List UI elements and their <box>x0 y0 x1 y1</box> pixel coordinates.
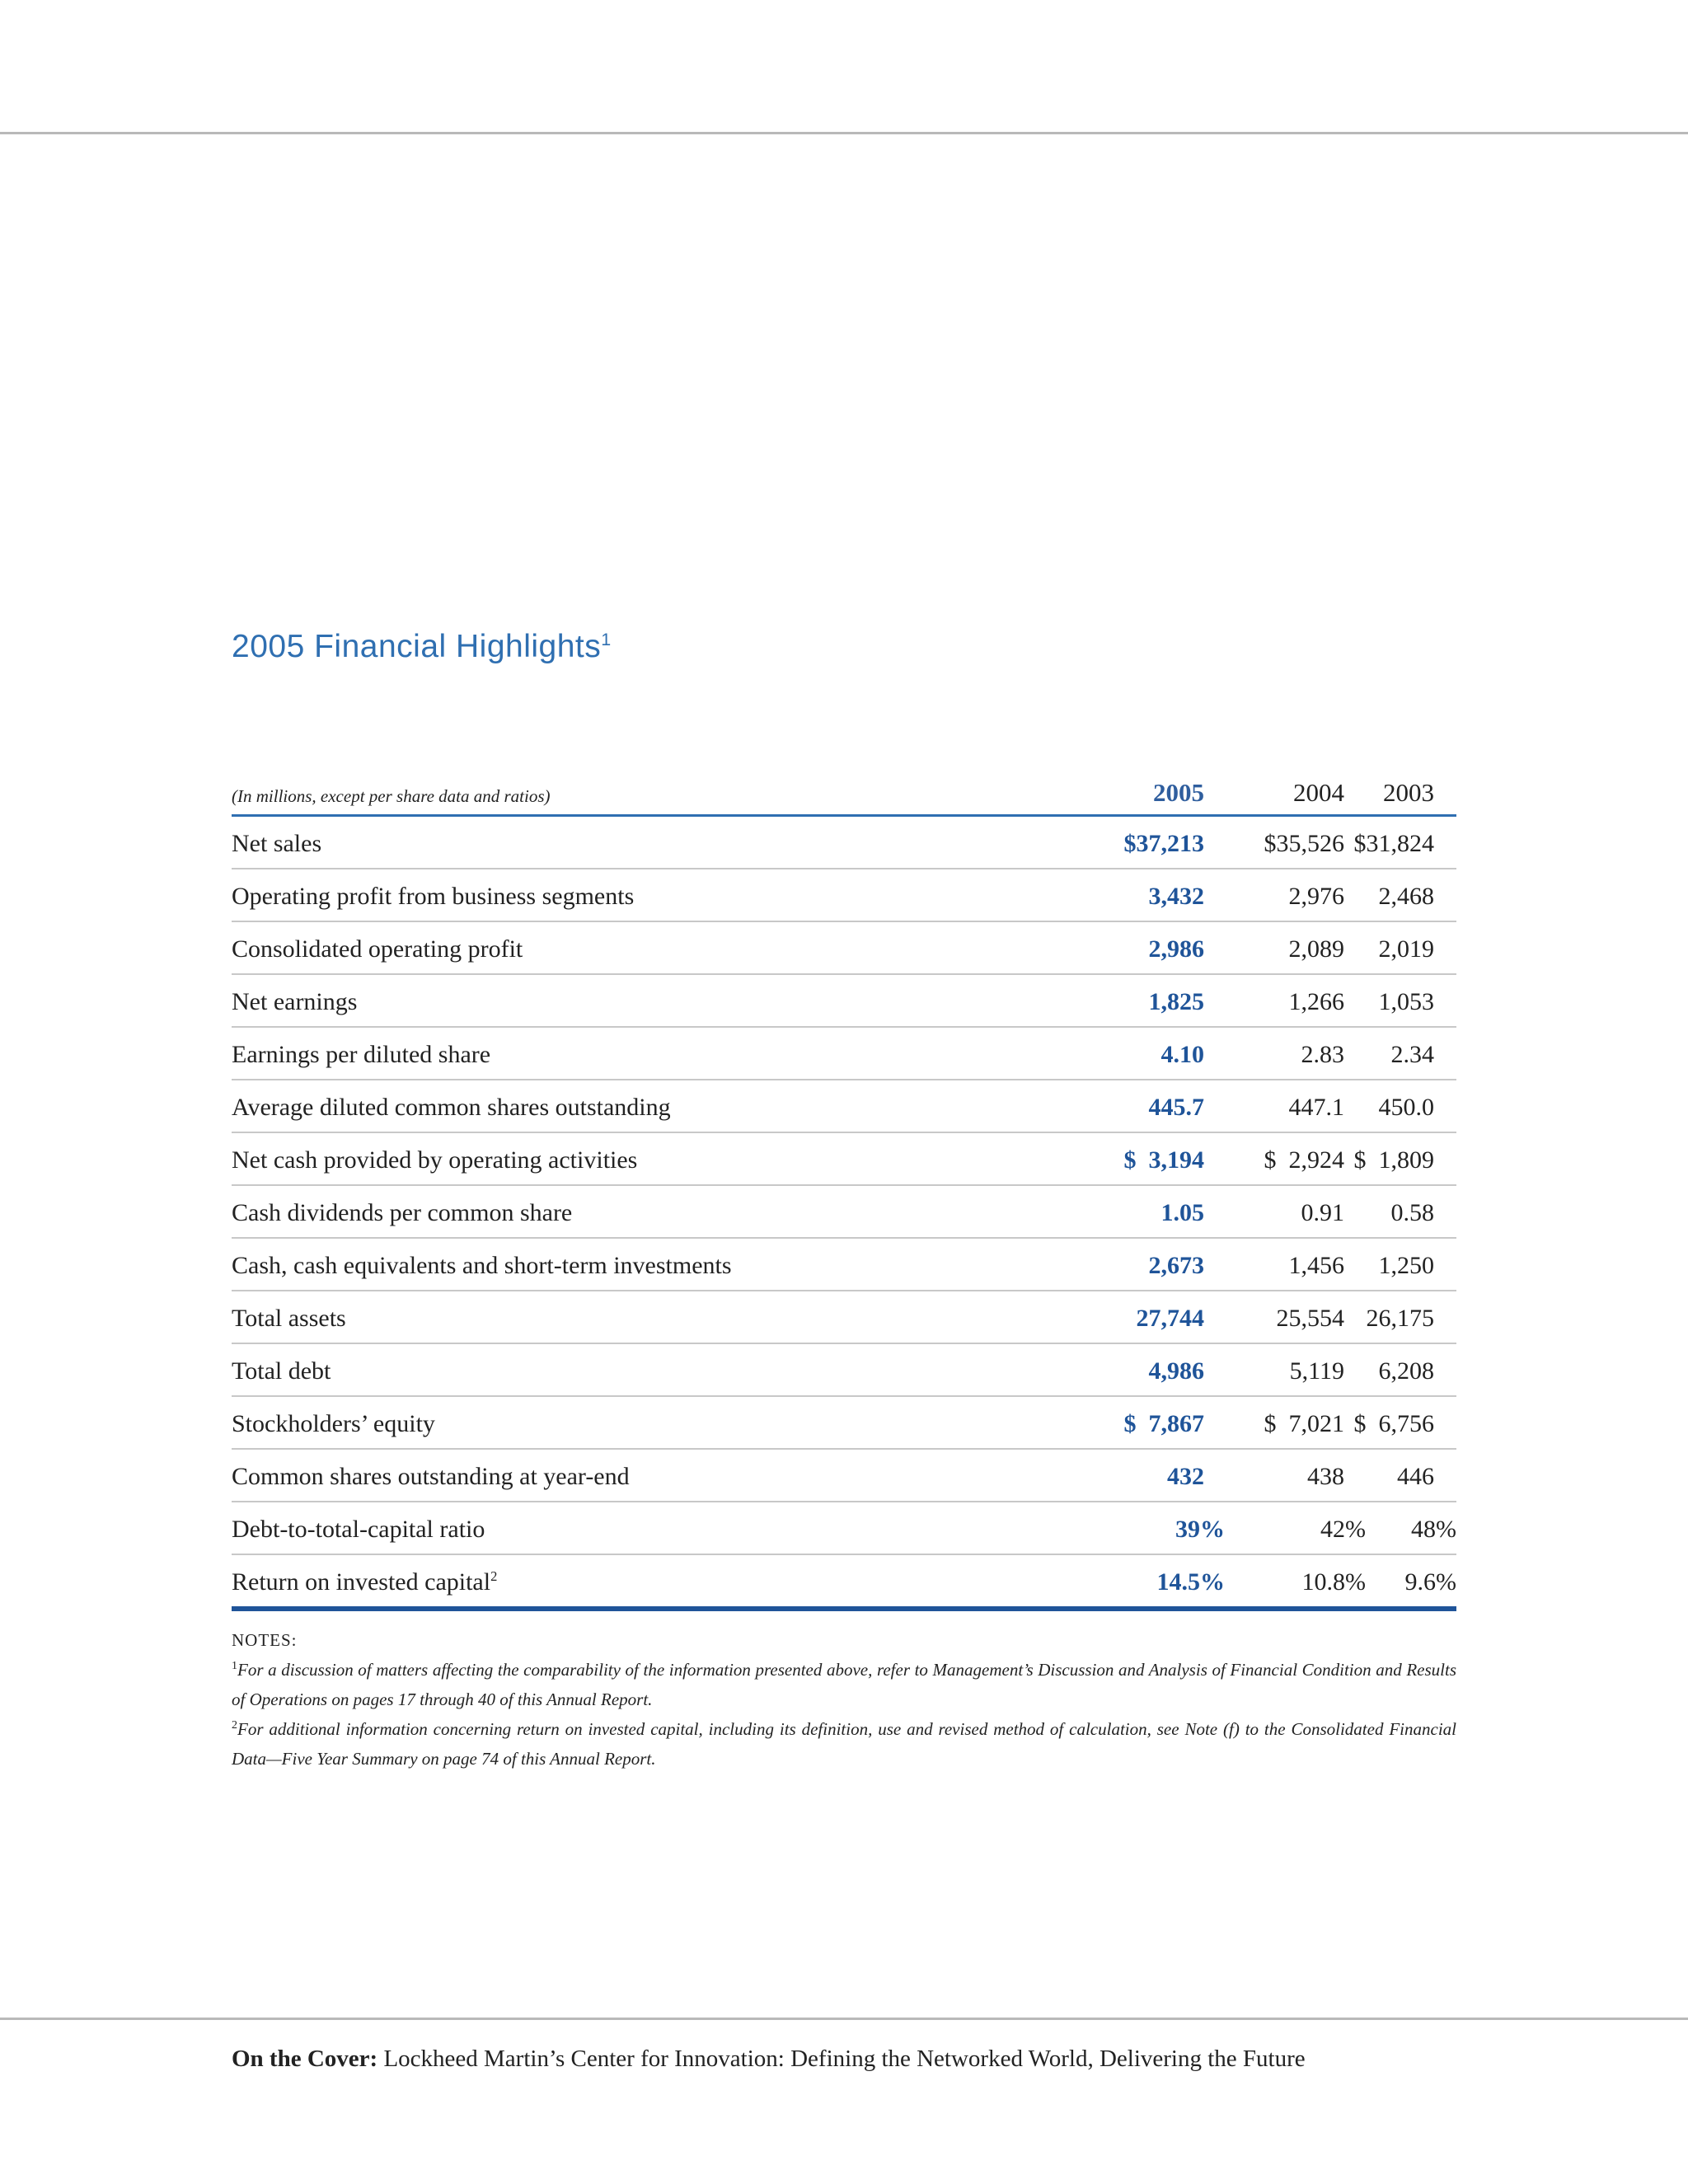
row-footnote-marker: 2 <box>490 1568 498 1584</box>
row-label: Net earnings <box>232 988 358 1015</box>
table-row <box>232 1555 1456 1611</box>
value-2003: 450.0 <box>1378 1094 1434 1121</box>
value-2004: 0.91 <box>1301 1199 1344 1226</box>
table-row <box>232 817 1456 869</box>
value-2004: 25,554 <box>1276 1305 1344 1332</box>
table-row <box>232 1186 1456 1239</box>
year-header-2003: 2003 <box>1383 778 1434 807</box>
value-2003: 446 <box>1397 1463 1434 1490</box>
value-2003: 2.34 <box>1390 1041 1434 1068</box>
row-label: Common shares outstanding at year-end <box>232 1463 630 1490</box>
table-row <box>232 1133 1456 1186</box>
row-label: Cash, cash equivalents and short-term investments <box>232 1252 732 1279</box>
value-2003: $ 6,756 <box>1353 1410 1434 1437</box>
value-2003: 2,468 <box>1378 883 1434 910</box>
table-row <box>232 1344 1456 1397</box>
table-row <box>232 1450 1456 1502</box>
note-item <box>232 1655 1456 1714</box>
table-row <box>232 869 1456 922</box>
value-2005: $ 7,867 <box>1123 1410 1204 1437</box>
value-2004: 42% <box>1320 1516 1366 1543</box>
row-label: Net sales <box>232 830 322 857</box>
cover-text: Lockheed Martin’s Center for Innovation: Defining the Networked World, Delivering the Future <box>377 2046 1306 2072</box>
row-label-text: Return on invested capital <box>232 1568 491 1596</box>
row-label: Average diluted common shares outstanding <box>232 1094 671 1121</box>
value-2004: 10.8% <box>1301 1568 1366 1596</box>
table-header <box>232 775 1456 817</box>
cover-caption <box>232 2046 1306 2073</box>
note-number: 2 <box>232 1719 237 1732</box>
row-label: Total assets <box>232 1305 346 1332</box>
value-2004: $35,526 <box>1264 830 1344 857</box>
row-label <box>232 1568 497 1596</box>
bottom-rule <box>0 2018 1688 2020</box>
value-2005: 27,744 <box>1136 1305 1204 1332</box>
table-row <box>232 975 1456 1028</box>
value-2005: $ 3,194 <box>1123 1146 1204 1174</box>
cover-label: On the Cover: <box>232 2046 378 2072</box>
year-header-2004: 2004 <box>1293 778 1344 807</box>
table-row <box>232 1397 1456 1450</box>
row-label: Total debt <box>232 1357 331 1385</box>
value-2005: 432 <box>1167 1463 1204 1490</box>
value-2003: 0.58 <box>1390 1199 1434 1226</box>
value-2005: 2,986 <box>1148 935 1204 963</box>
note-text: For a discussion of matters affecting the comparability of the information presented above, refer to Management’s Discussion and Analysis of Financial Condition and Results of Operations on pages 17 through 40 of this Annual Report. <box>232 1660 1456 1709</box>
table-row <box>232 1502 1456 1555</box>
note-number: 1 <box>232 1660 237 1672</box>
table-row <box>232 1291 1456 1344</box>
value-2004: 2.83 <box>1301 1041 1344 1068</box>
value-2004: 438 <box>1307 1463 1344 1490</box>
value-2004: 2,089 <box>1288 935 1344 963</box>
value-2003: 1,053 <box>1378 988 1434 1015</box>
value-2004: 5,119 <box>1289 1357 1344 1385</box>
financial-highlights-table <box>232 775 1456 1611</box>
note-item <box>232 1714 1456 1774</box>
year-header-2005: 2005 <box>1153 778 1204 807</box>
value-2003: $ 1,809 <box>1353 1146 1434 1174</box>
value-2005: 4,986 <box>1148 1357 1204 1385</box>
row-label: Operating profit from business segments <box>232 883 635 910</box>
value-2005: 14.5% <box>1156 1568 1225 1596</box>
value-2004: 2,976 <box>1288 883 1344 910</box>
value-2005: 3,432 <box>1148 883 1204 910</box>
top-rule <box>0 132 1688 134</box>
page-title <box>232 629 612 665</box>
value-2005: 39% <box>1175 1516 1225 1543</box>
value-2004: 1,266 <box>1288 988 1344 1015</box>
row-label: Net cash provided by operating activities <box>232 1146 638 1174</box>
value-2004: $ 2,924 <box>1264 1146 1344 1174</box>
page-title-text: 2005 Financial Highlights <box>232 629 602 664</box>
value-2005: 4.10 <box>1160 1041 1204 1068</box>
table-row <box>232 1028 1456 1080</box>
row-label: Cash dividends per common share <box>232 1199 573 1226</box>
table-row <box>232 922 1456 975</box>
row-label: Stockholders’ equity <box>232 1410 435 1437</box>
note-text: For additional information concerning return on invested capital, including its definition, use and revised method of calculation, see Note (f) to the Consolidated Financial Data—Five Year Summary on page 74 of this Annual Report. <box>232 1719 1456 1769</box>
table-row <box>232 1080 1456 1133</box>
table-row <box>232 1239 1456 1291</box>
value-2003: 2,019 <box>1378 935 1434 963</box>
value-2005: 1,825 <box>1148 988 1204 1015</box>
row-label: Consolidated operating profit <box>232 935 523 963</box>
value-2005: 1.05 <box>1160 1199 1204 1226</box>
value-2005: 2,673 <box>1148 1252 1204 1279</box>
value-2005: $37,213 <box>1123 830 1204 857</box>
value-2003: 26,175 <box>1366 1305 1434 1332</box>
row-label: Debt-to-total-capital ratio <box>232 1516 485 1543</box>
units-label: (In millions, except per share data and ratios) <box>232 786 551 806</box>
value-2004: $ 7,021 <box>1264 1410 1344 1437</box>
value-2004: 1,456 <box>1288 1252 1344 1279</box>
notes-section <box>232 1625 1456 1774</box>
value-2003: $31,824 <box>1353 830 1434 857</box>
row-label: Earnings per diluted share <box>232 1041 491 1068</box>
notes-title: NOTES: <box>232 1630 298 1650</box>
value-2003: 48% <box>1411 1516 1456 1543</box>
title-footnote-marker: 1 <box>601 630 612 649</box>
value-2004: 447.1 <box>1288 1094 1344 1121</box>
value-2003: 9.6% <box>1404 1568 1456 1596</box>
value-2003: 1,250 <box>1378 1252 1434 1279</box>
value-2003: 6,208 <box>1378 1357 1434 1385</box>
value-2005: 445.7 <box>1148 1094 1204 1121</box>
